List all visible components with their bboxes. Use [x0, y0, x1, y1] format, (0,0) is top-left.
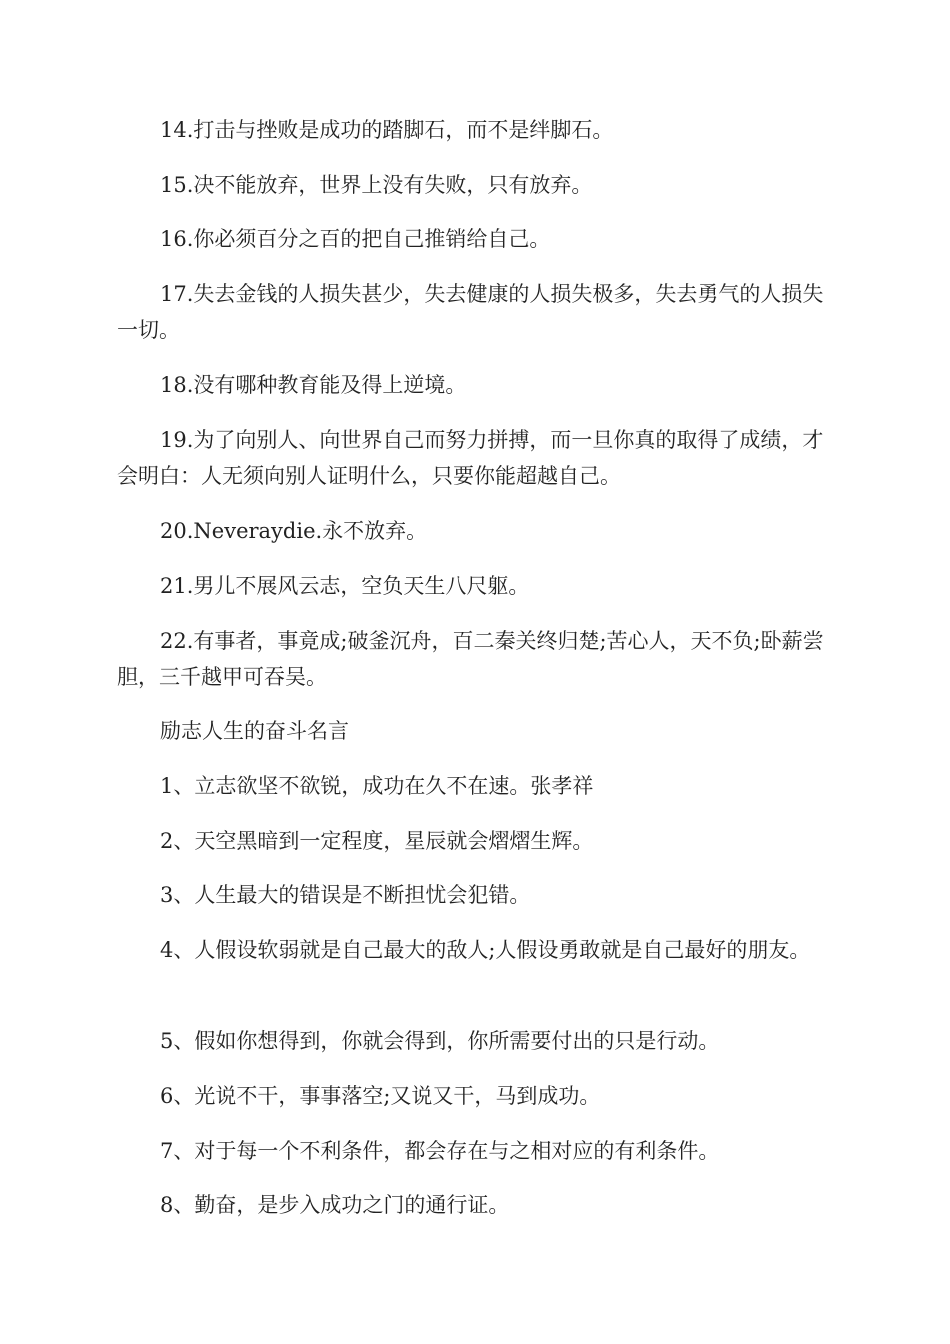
- motto-1: 1、立志欲坚不欲锐，成功在久不在速。张孝祥: [160, 774, 594, 798]
- motto-6: 6、光说不干，事事落空;又说又干，马到成功。: [160, 1084, 601, 1108]
- quote-20: 20.Neveraydie.永不放弃。: [160, 519, 428, 543]
- quote-22: 22.有事者，事竟成;破釜沉舟，百二秦关终归楚;苦心人，天不负;卧薪尝胆，三千越甲可吞吴。: [117, 629, 824, 689]
- quote-21: 21.男儿不展风云志，空负天生八尺躯。: [160, 574, 530, 598]
- motto-2: 2、天空黑暗到一定程度，星辰就会熠熠生辉。: [160, 829, 594, 853]
- motto-3: 3、人生最大的错误是不断担忧会犯错。: [160, 883, 531, 907]
- quote-18: 18.没有哪种教育能及得上逆境。: [160, 373, 467, 397]
- quote-17: 17.失去金钱的人损失甚少，失去健康的人损失极多，失去勇气的人损失一切。: [117, 282, 824, 342]
- quote-16: 16.你必须百分之百的把自己推销给自己。: [160, 227, 551, 251]
- section-heading: 励志人生的奋斗名言: [160, 719, 349, 743]
- motto-4: 4、人假设软弱就是自己最大的敌人;人假设勇敢就是自己最好的朋友。: [160, 938, 811, 962]
- quote-14: 14.打击与挫败是成功的踏脚石，而不是绊脚石。: [160, 118, 614, 142]
- motto-7: 7、对于每一个不利条件，都会存在与之相对应的有利条件。: [160, 1139, 720, 1163]
- quote-15: 15.决不能放弃，世界上没有失败，只有放弃。: [160, 173, 593, 197]
- motto-8: 8、勤奋，是步入成功之门的通行证。: [160, 1193, 510, 1217]
- motto-5: 5、假如你想得到，你就会得到，你所需要付出的只是行动。: [160, 1029, 720, 1053]
- quote-19: 19.为了向别人、向世界自己而努力拼搏，而一旦你真的取得了成绩，才会明白：人无须向别人证明什么，只要你能超越自己。: [117, 428, 824, 488]
